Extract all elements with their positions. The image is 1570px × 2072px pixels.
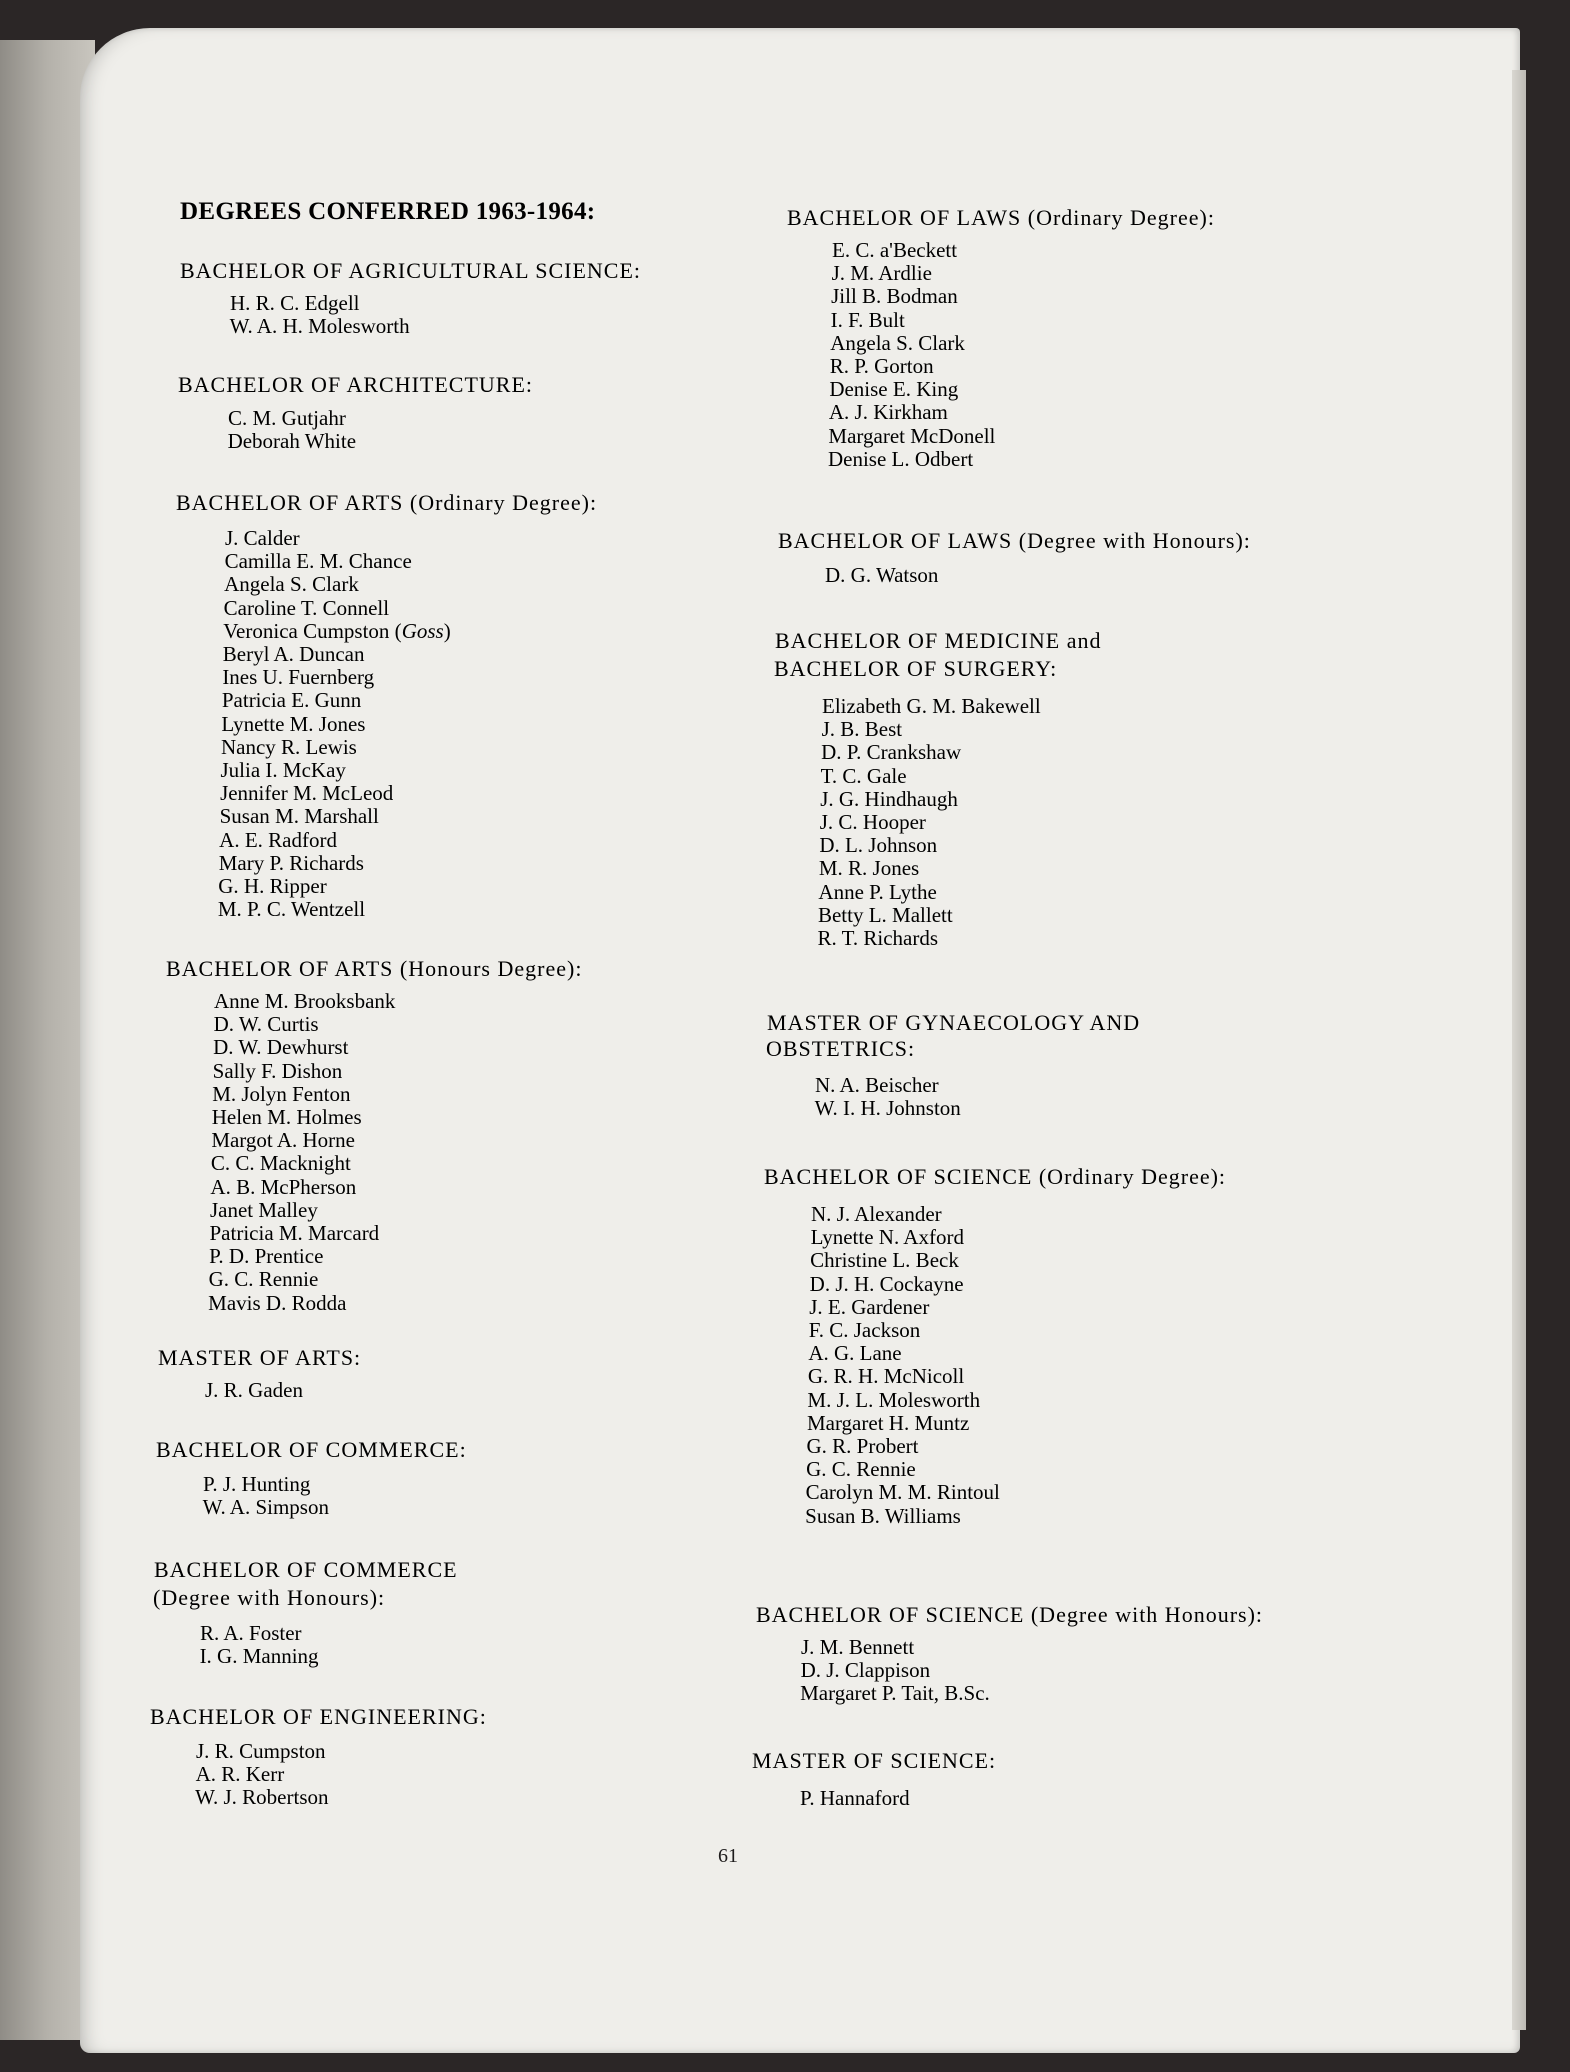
section-heading-continued: OBSTETRICS: — [766, 1036, 916, 1061]
page-number: 61 — [718, 1845, 738, 1867]
graduate-list — [217, 526, 451, 922]
graduate-name: J. M. Ardlie — [831, 261, 932, 286]
graduate-name: Patricia E. Gunn — [221, 688, 362, 713]
graduate-name: Betty L. Mallett — [817, 902, 953, 927]
section-heading: BACHELOR OF AGRICULTURAL SCIENCE: — [180, 258, 642, 283]
graduate-name: R. T. Richards — [817, 926, 939, 951]
graduate-name: P. D. Prentice — [209, 1244, 324, 1269]
graduate-name: T. C. Gale — [820, 763, 907, 788]
graduate-name: Carolyn M. M. Rintoul — [805, 1480, 1000, 1505]
graduate-name: Patricia M. Marcard — [209, 1221, 380, 1246]
section-heading: BACHELOR OF LAWS (Ordinary Degree): — [787, 205, 1215, 230]
graduate-name: D. J. Clappison — [800, 1658, 931, 1683]
graduate-name: Jill B. Bodman — [831, 284, 958, 309]
section-heading: BACHELOR OF ARTS (Honours Degree): — [166, 956, 583, 981]
graduate-list — [800, 1787, 910, 1810]
graduate-name: Ines U. Fuernberg — [222, 665, 375, 690]
section-heading: BACHELOR OF SCIENCE (Degree with Honours): — [756, 1602, 1264, 1627]
graduate-name: G. C. Rennie — [208, 1267, 319, 1292]
graduate-name: R. A. Foster — [200, 1621, 302, 1645]
graduate-name: Margot A. Horne — [211, 1128, 355, 1153]
graduate-list — [196, 1740, 329, 1810]
graduate-name: J. G. Hindhaugh — [820, 786, 958, 811]
graduate-name: W. I. H. Johnston — [814, 1096, 961, 1121]
graduate-name: P. J. Hunting — [203, 1472, 311, 1496]
graduate-name: C. M. Gutjahr — [228, 406, 346, 430]
graduate-name: R. P. Gorton — [829, 354, 934, 379]
graduate-name: D. W. Dewhurst — [213, 1035, 349, 1060]
graduate-name: Lynette M. Jones — [221, 711, 366, 736]
graduate-name: A. G. Lane — [808, 1341, 902, 1366]
graduate-name: Julia I. McKay — [220, 758, 346, 783]
graduate-name: M. J. L. Molesworth — [807, 1387, 981, 1412]
section-heading: BACHELOR OF MEDICINE and — [775, 628, 1102, 653]
graduate-name: I. F. Bult — [830, 307, 905, 332]
graduate-name: Sally F. Dishon — [212, 1058, 343, 1083]
graduate-name: Margaret H. Muntz — [806, 1410, 970, 1435]
graduate-list — [208, 989, 396, 1315]
graduate-list — [230, 292, 410, 338]
section-heading: MASTER OF SCIENCE: — [752, 1748, 997, 1773]
graduate-name: Christine L. Beck — [810, 1248, 959, 1273]
graduate-name: Denise L. Odbert — [827, 446, 974, 471]
graduate-name: J. E. Gardener — [809, 1294, 930, 1319]
graduate-name: Beryl A. Duncan — [222, 642, 365, 667]
graduate-name: W. J. Robertson — [195, 1785, 329, 1810]
graduate-name: G. H. Ripper — [218, 874, 327, 899]
section-heading: BACHELOR OF SCIENCE (Ordinary Degree): — [764, 1164, 1227, 1189]
graduate-name: N. A. Beischer — [815, 1073, 939, 1097]
graduate-list — [825, 564, 938, 587]
graduate-name: Angela S. Clark — [830, 330, 965, 355]
graduate-name: Margaret McDonell — [828, 423, 996, 448]
graduate-name: Helen M. Holmes — [211, 1105, 362, 1130]
graduate-name: Angela S. Clark — [224, 572, 359, 597]
graduate-list — [815, 1074, 961, 1120]
graduate-list — [827, 238, 996, 471]
graduate-list — [817, 694, 1041, 951]
graduate-name: D. J. H. Cockayne — [809, 1271, 964, 1296]
graduate-name: A. J. Kirkham — [828, 400, 948, 425]
graduate-list — [805, 1202, 1000, 1528]
graduate-name: Susan M. Marshall — [219, 804, 379, 829]
graduate-name: D. L. Johnson — [819, 833, 938, 858]
page-stack-edge — [1512, 70, 1526, 2030]
graduate-name: Veronica Cumpston (Goss) — [223, 618, 451, 643]
section-heading: BACHELOR OF COMMERCE — [154, 1557, 458, 1582]
graduate-name: Camilla E. M. Chance — [224, 549, 412, 574]
graduate-name: Mary P. Richards — [218, 850, 364, 875]
graduate-name: C. C. Macknight — [210, 1151, 351, 1176]
graduate-name: N. J. Alexander — [811, 1202, 942, 1226]
graduate-name: Deborah White — [227, 429, 357, 454]
graduate-name: J. M. Bennett — [801, 1635, 915, 1659]
graduate-name: A. E. Radford — [219, 827, 337, 852]
graduate-name: Caroline T. Connell — [223, 595, 390, 620]
graduate-name: D. W. Curtis — [213, 1012, 319, 1037]
section-heading: BACHELOR OF COMMERCE: — [156, 1437, 467, 1462]
graduate-list — [200, 1622, 319, 1668]
graduate-name: M. P. C. Wentzell — [217, 897, 366, 922]
section-heading: BACHELOR OF ARCHITECTURE: — [178, 372, 534, 397]
graduate-name: I. G. Manning — [199, 1644, 319, 1669]
graduate-list — [203, 1473, 329, 1519]
section-heading: BACHELOR OF LAWS (Degree with Honours): — [778, 528, 1251, 553]
graduate-name: J. Calder — [225, 526, 300, 550]
section-heading: BACHELOR OF ARTS (Ordinary Degree): — [176, 490, 598, 515]
graduate-name: E. C. a'Beckett — [832, 238, 958, 262]
graduate-name: D. P. Crankshaw — [821, 740, 962, 765]
graduate-name: P. Hannaford — [800, 1786, 910, 1810]
graduate-name: W. A. Simpson — [202, 1495, 329, 1520]
graduate-name: Mavis D. Rodda — [208, 1290, 347, 1315]
graduate-name: Nancy R. Lewis — [220, 734, 357, 759]
graduate-list — [228, 407, 356, 453]
graduate-name: J. C. Hooper — [819, 810, 926, 835]
page-title: DEGREES CONFERRED 1963-1964: — [180, 198, 596, 225]
graduate-name: A. R. Kerr — [195, 1762, 285, 1787]
graduate-name: Janet Malley — [209, 1197, 318, 1222]
graduate-name: G. R. Probert — [806, 1434, 919, 1459]
section-heading: MASTER OF GYNAECOLOGY AND — [767, 1010, 1141, 1035]
graduate-name: G. R. H. McNicoll — [807, 1364, 965, 1389]
graduate-name: M. R. Jones — [818, 856, 920, 881]
graduate-name: Margaret P. Tait, B.Sc. — [800, 1681, 990, 1706]
section-heading: BACHELOR OF ENGINEERING: — [150, 1704, 487, 1729]
graduate-name: W. A. H. Molesworth — [229, 314, 410, 339]
graduate-name: Lynette N. Axford — [810, 1225, 964, 1250]
graduate-name: Elizabeth G. M. Bakewell — [822, 694, 1041, 718]
graduate-name: J. B. Best — [821, 717, 903, 742]
graduate-list — [205, 1379, 303, 1402]
graduate-name: Anne P. Lythe — [818, 879, 937, 904]
graduate-name: Denise E. King — [829, 377, 959, 402]
graduate-name: Susan B. Williams — [805, 1503, 961, 1528]
graduate-name: F. C. Jackson — [808, 1318, 921, 1343]
graduate-name: Jennifer M. McLeod — [220, 781, 394, 806]
section-heading: MASTER OF ARTS: — [158, 1345, 362, 1370]
graduate-name: A. B. McPherson — [210, 1174, 357, 1199]
graduate-list — [801, 1636, 990, 1706]
graduate-name: G. C. Rennie — [806, 1457, 916, 1482]
graduate-name: H. R. C. Edgell — [230, 291, 360, 315]
graduate-name: Anne M. Brooksbank — [214, 989, 396, 1013]
graduate-name: J. R. Gaden — [205, 1378, 303, 1402]
graduate-name: M. Jolyn Fenton — [212, 1081, 351, 1106]
graduate-name: J. R. Cumpston — [196, 1739, 326, 1763]
section-heading-continued: (Degree with Honours): — [153, 1585, 386, 1610]
section-heading-continued: BACHELOR OF SURGERY: — [774, 656, 1058, 681]
graduate-name: D. G. Watson — [825, 563, 939, 587]
